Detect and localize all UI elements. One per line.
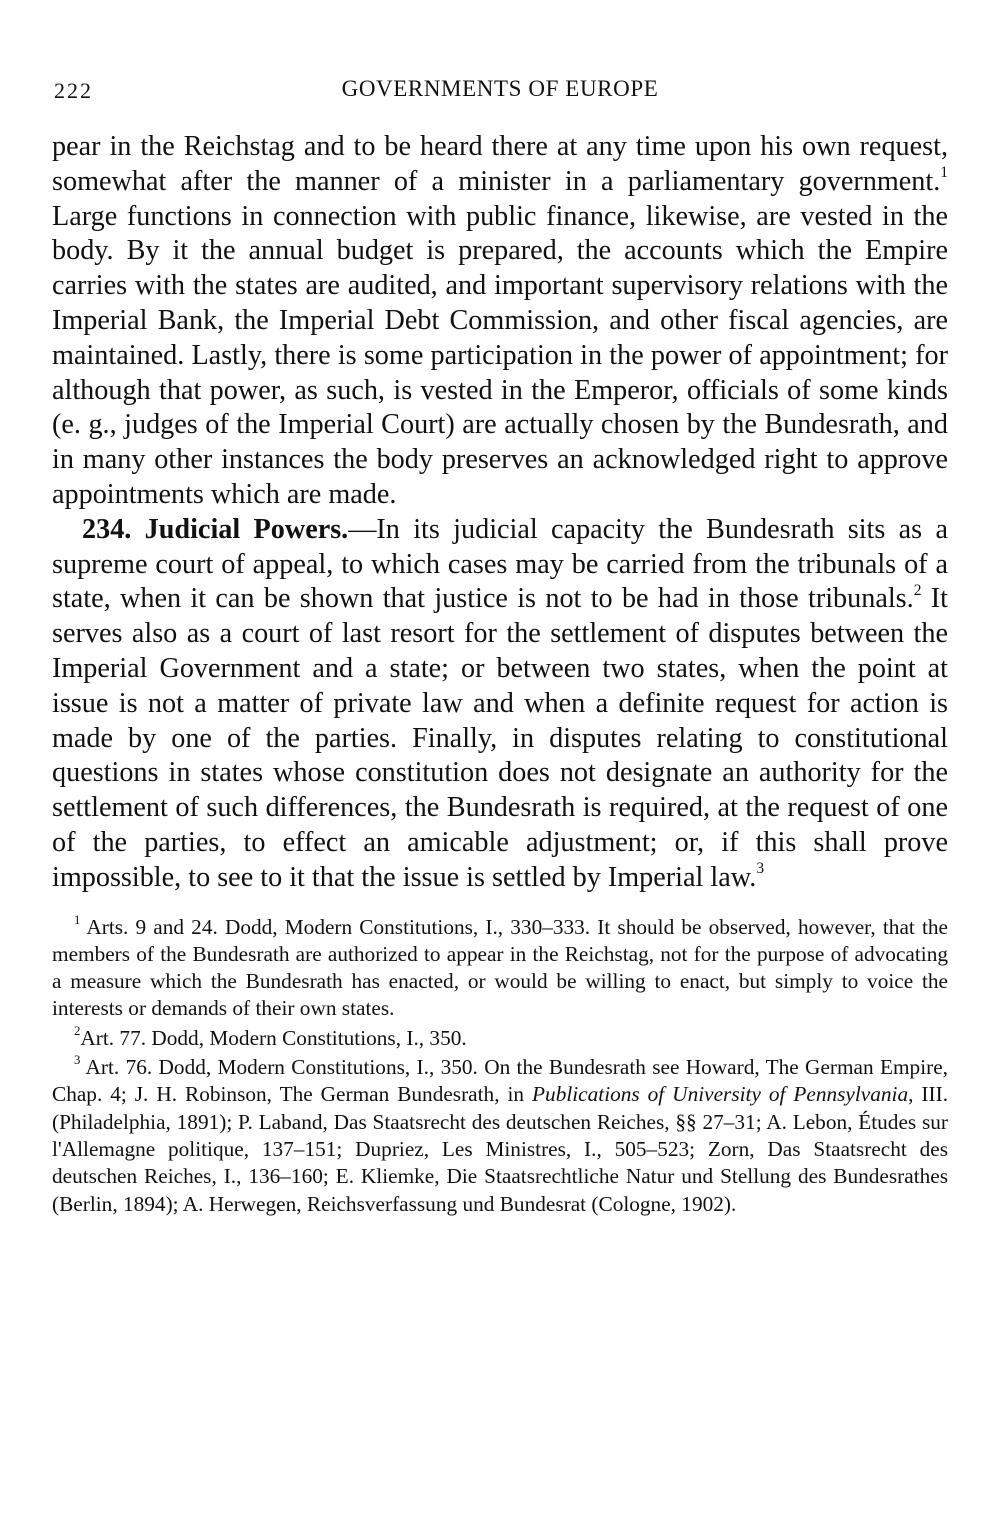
paragraph-text: It serves also as a court of last resort for the settlement of disputes between the Imperial Government and a state; or between two states, when the point at issue is not a matter of private law and when a definite request for action is made by one of the parties. Finally, in disputes relating to constitutional questions in states whose constitution does not designate an authority for the settlement of such differences, the Bundesrath is required, at the request of one of the parties, to effect an amicable adjustment; or, if this shall prove impossible, to see to it that the issue is settled by Imperial law. <box>52 583 949 893</box>
footnote-marker: 1 <box>74 912 81 927</box>
paragraph-text: pear in the Reichstag and to be heard there at any time upon his own request, somewhat after the manner of a minister in a parliamentary government. <box>52 131 948 197</box>
footnote-text: Art. 76. Dodd, Modern Constitutions, I., 350. On the Bundesrath see Howard, The German Empire, Chap. 4; J. H. Robinson, The German Bundesrath, in <box>52 1055 948 1107</box>
running-head <box>52 70 948 110</box>
footnote-text: Arts. 9 and 24. Dodd, Modern Constitutions, I., 330–333. It should be observed, however, that the members of the Bundesrath are authorized to appear in the Reichstag, not for the purpose of advocating a measure which the Bundesrath has enacted, or would be willing to enact, but simply to voice the interests or demands of their own states. <box>52 914 948 1021</box>
section-paragraph-234 <box>52 513 948 896</box>
book-page <box>52 70 948 1220</box>
paragraph-continued <box>52 130 948 513</box>
footnote-3 <box>52 1054 948 1218</box>
footnote-ref-1: 1 <box>940 164 948 182</box>
paragraph-text: Large functions in connection with public finance, likewise, are vested in the body. By it the annual budget is prepared, the accounts which the Empire carries with the states are audited, and important supervisory relations with the Imperial Bank, the Imperial Debt Commission, and other fiscal agencies, are maintained. Lastly, there is some participation in the power of appointment; for although that power, as such, is vested in the Emperor, officials of some kinds (e. g., judges of the Imperial Court) are actually chosen by the Bundesrath, and in many other instances the body preserves an acknowledged right to approve appointments which are made. <box>52 200 948 510</box>
page-number: 222 <box>54 78 93 103</box>
footnote-ref-3: 3 <box>756 860 765 878</box>
section-heading: Judicial Powers. <box>144 513 349 545</box>
footnote-2 <box>52 1025 948 1052</box>
footnote-text: , III. (Philadelphia, 1891); P. Laband, Das Staatsrecht des deutschen Reiches, §§ 27–31; A. Lebon, Études sur l'Allemagne politique, 137–151; Dupriez, Les Ministres, I., 505–523; Zorn, Das Staatsrecht des deutschen Reiches, I., 136–160; E. Kliemke, Die Staatsrechtliche Natur und Stellung des Bundesrathes (Berlin, 1894); A. Herwegen, Reichsverfassung und Bundesrat (Cologne, 1902). <box>52 1082 949 1216</box>
paragraph-text: —In its judicial capacity the Bundesrath sits as a supreme court of appeal, to which cases may be carried from the tribunals of a state, when it can be shown that justice is not to be had in those tribunals. <box>52 513 948 615</box>
footnote-1 <box>52 914 948 1023</box>
section-number: 234. <box>82 513 132 545</box>
footnote-ref-2: 2 <box>913 581 922 599</box>
footnotes <box>52 914 948 1218</box>
footnote-italic-title: Publications of University of Pennsylvania <box>532 1082 909 1107</box>
running-title: GOVERNMENTS OF EUROPE <box>341 76 659 101</box>
footnote-text: Art. 77. Dodd, Modern Constitutions, I., 350. <box>80 1025 467 1050</box>
footnote-marker: 3 <box>74 1053 81 1068</box>
body-text <box>52 130 948 896</box>
footnote-marker: 2 <box>74 1023 81 1038</box>
